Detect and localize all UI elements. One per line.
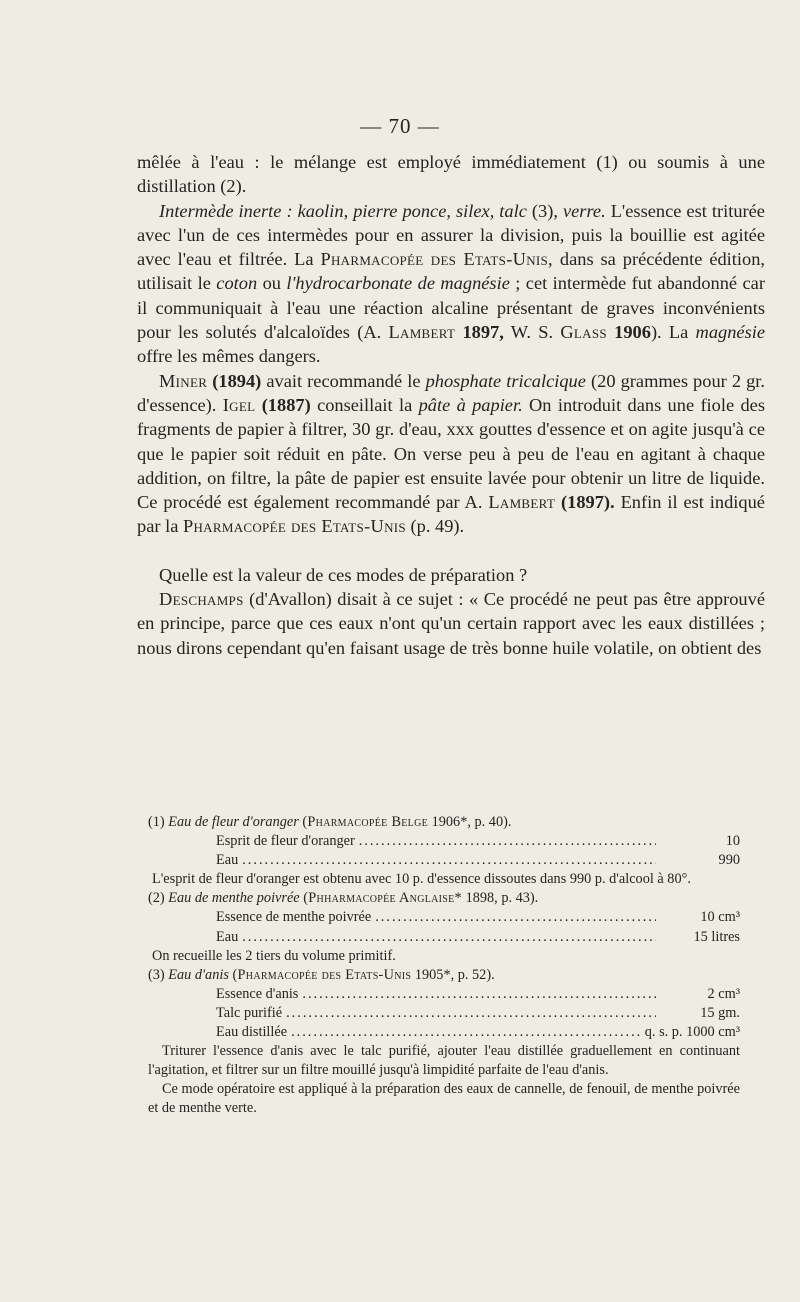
italic-term: coton xyxy=(216,273,258,294)
ingredient-name: Eau xyxy=(216,852,239,869)
ingredient-row xyxy=(148,908,740,927)
footnote-3-heading xyxy=(148,966,740,985)
italic-term: phosphate tricalcique xyxy=(425,370,586,391)
footnote-source: (Pharmacopée Belge xyxy=(302,814,429,830)
ingredient-name: Esprit de fleur d'oranger xyxy=(216,833,355,850)
footnote-note: On recueille les 2 tiers du volume primitif. xyxy=(152,947,396,964)
author-name: Lambert xyxy=(488,492,556,513)
leader-dots xyxy=(291,1023,641,1042)
ingredient-name: Essence de menthe poivrée xyxy=(216,909,372,926)
text: On introduit dans une fiole des fragments de papier à filtrer, 30 gr. d'eau, xxx gouttes d'essence et on agite jusqu'à ce que le papier soit réduit en pâte. On verse peu à peu de l'eau en agitant à chaque addition, on filtre, la pâte de papier est ensuite lavée pour obtenir un litre de liquide. Ce procédé est également recommandé par A. xyxy=(137,394,765,513)
ingredient-row xyxy=(148,928,740,947)
ingredient-row xyxy=(148,851,740,870)
intermede-label: Intermède inerte : xyxy=(159,200,293,221)
ingredient-row xyxy=(148,1023,740,1042)
intermede-list-2: verre. xyxy=(562,200,606,221)
main-text xyxy=(137,150,765,660)
paragraph-3 xyxy=(137,369,765,539)
footnotes xyxy=(148,813,740,1119)
ingredient-quantity: 10 cm³ xyxy=(700,909,740,926)
paragraph-1 xyxy=(137,150,765,199)
page-number: — 70 — xyxy=(360,114,440,138)
author-name: Glass xyxy=(560,322,607,343)
italic-term: magnésie xyxy=(695,322,766,343)
leader-dots xyxy=(302,985,656,1004)
text: W. S. xyxy=(510,322,554,343)
leader-dots xyxy=(375,908,656,927)
year: (1887) xyxy=(261,394,311,415)
text: Enfin il est indiqué par la xyxy=(137,492,765,537)
footnote-2-heading xyxy=(148,889,740,908)
paragraph-2 xyxy=(137,199,765,369)
year: 1897, xyxy=(462,322,504,343)
text: ; cet intermède fut abandonné car il communiquait à l'eau une réaction alcaline présentant de graves inconvénients pour les solutés d'alcaloïdes (A. xyxy=(137,273,765,343)
italic-term: l'hydrocarbonate de magnésie xyxy=(286,273,510,294)
ingredient-row xyxy=(148,1004,740,1023)
text: avait recommandé le xyxy=(266,370,421,391)
ingredient-quantity: 2 cm³ xyxy=(707,985,740,1002)
footnote-title: Eau de fleur d'oranger xyxy=(168,814,299,830)
ingredient-quantity: q. s. p. 1000 cm³ xyxy=(644,1024,740,1041)
question-text: Quelle est la valeur de ces modes de préparation ? xyxy=(159,564,528,585)
source-name: Pharmacopée des Etats-Unis xyxy=(182,516,406,537)
footnote-year: 1906*, p. 40). xyxy=(431,814,512,830)
footnote-source: (Pharmacopée des Etats-Unis xyxy=(232,966,412,983)
paragraph-4 xyxy=(137,563,765,587)
footnote-note: Triturer l'essence d'anis avec le talc purifié, ajouter l'eau distillée graduellement en continuant l'agitation, et filtrer sur un filtre mouillé jusqu'à limpidité parfaite de l'eau d'anis. xyxy=(148,1043,740,1079)
footnote-year: 1898, p. 43). xyxy=(465,890,539,907)
ingredient-name: Eau xyxy=(216,928,239,945)
ingredient-quantity: 15 gm. xyxy=(700,1004,740,1021)
author-name: Deschamps xyxy=(159,589,244,610)
ingredient-name: Essence d'anis xyxy=(216,985,299,1002)
footnote-number: (2) xyxy=(148,890,165,907)
ingredient-quantity: 10 xyxy=(725,833,740,850)
text: conseillait la xyxy=(317,394,413,415)
italic-term: pâte à papier. xyxy=(418,394,523,415)
leader-dots xyxy=(359,832,656,851)
paragraph-1-text: mêlée à l'eau : le mélange est employé immédiatement (1) ou soumis à une distillation (2). xyxy=(137,152,765,197)
footnote-ref-3: (3), xyxy=(531,200,558,221)
source-name: Pharmacopée des Etats-Unis, xyxy=(320,249,553,270)
ingredient-name: Eau distillée xyxy=(216,1024,288,1041)
ingredient-row xyxy=(148,985,740,1004)
text: (p. 49). xyxy=(410,516,465,537)
intermede-list: kaolin, pierre ponce, silex, talc xyxy=(297,200,527,221)
leader-dots xyxy=(242,851,656,870)
ingredient-quantity: 990 xyxy=(718,852,740,869)
paragraph-5 xyxy=(137,587,765,660)
text: L'essence est triturée avec l'un de ces intermèdes pour en assurer la division, puis la bouillie est agitée avec l'eau et filtrée. La xyxy=(137,200,765,270)
text: (d'Avallon) disait à ce sujet : « Ce procédé ne peut pas être approuvé en principe, parce que ces eaux n'ont qu'un certain rapport avec les eaux distillées ; nous dirons cependant qu'en faisant usage de très bonne huile volatile, on obtient des xyxy=(137,589,765,658)
text: (20 grammes pour 2 gr. d'essence). xyxy=(137,370,765,415)
footnote-number: (3) xyxy=(148,966,165,983)
footnote-source: (Phharmacopée Anglaise* xyxy=(303,890,462,907)
footnote-year: 1905*, p. 52). xyxy=(414,966,495,983)
ingredient-row xyxy=(148,832,740,851)
footnote-title: Eau d'anis xyxy=(168,966,229,983)
text: dans sa précédente édition, utilisait le xyxy=(137,249,766,294)
footnote-title: Eau de menthe poivrée xyxy=(168,890,300,907)
text: offre les mêmes dangers. xyxy=(137,346,321,367)
ingredient-quantity: 15 litres xyxy=(693,928,740,945)
footnote-1-heading xyxy=(148,813,740,832)
author-name: Igel xyxy=(222,394,256,415)
text: ). La xyxy=(650,322,689,343)
year: 1906 xyxy=(614,322,651,343)
author-name: Miner xyxy=(159,370,208,391)
leader-dots xyxy=(286,1004,656,1023)
footnote-note: Ce mode opératoire est appliqué à la préparation des eaux de cannelle, de fenouil, de menthe poivrée et de menthe verte. xyxy=(148,1081,740,1117)
author-name: Lambert xyxy=(388,322,456,343)
text: ou xyxy=(262,273,281,294)
ingredient-name: Talc purifié xyxy=(216,1004,283,1021)
leader-dots xyxy=(242,928,656,947)
year: (1897). xyxy=(561,492,615,513)
footnote-note: L'esprit de fleur d'oranger est obtenu avec 10 p. d'essence dissoutes dans 990 p. d'alcool à 80°. xyxy=(152,871,691,888)
footnote-number: (1) xyxy=(148,814,165,830)
year: (1894) xyxy=(212,370,262,391)
